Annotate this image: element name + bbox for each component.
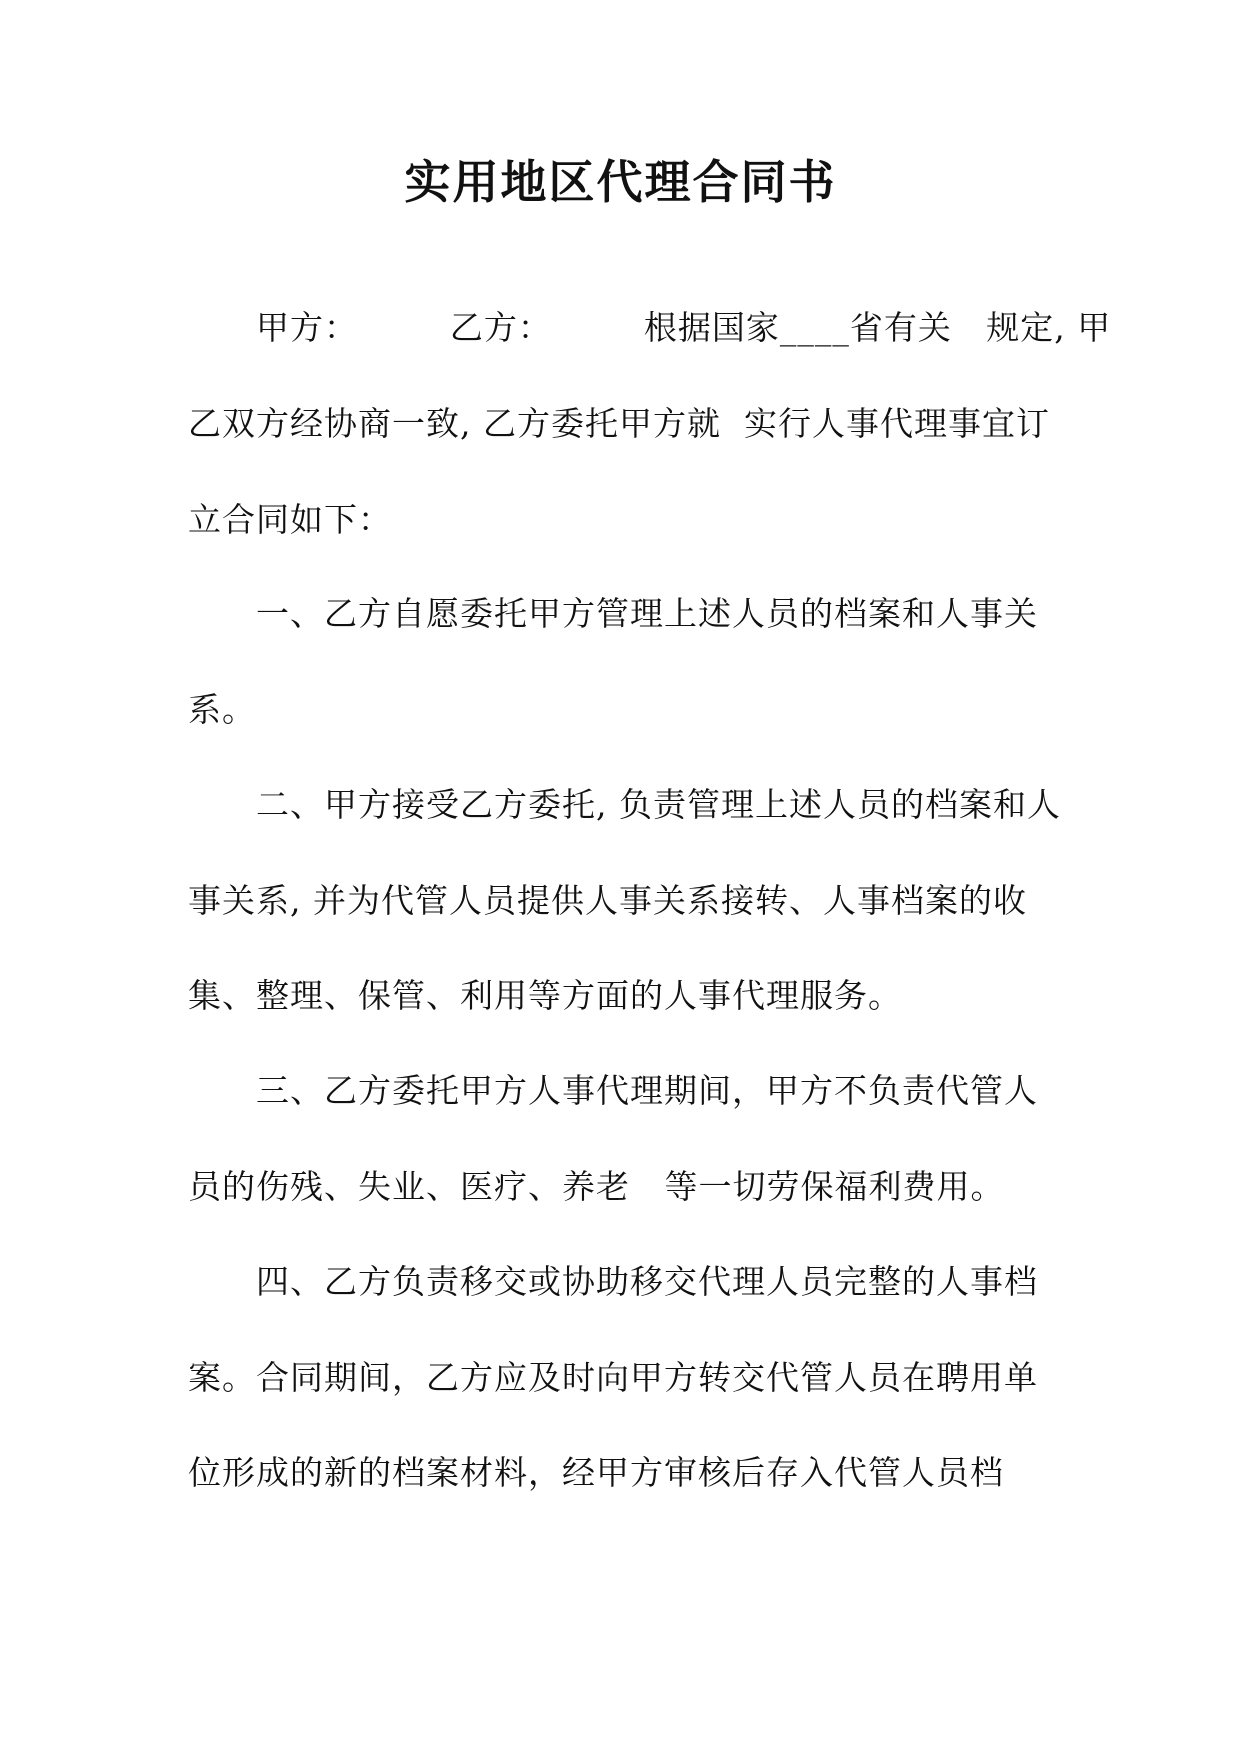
text-line-10: 员的伤残、失业、医疗、养老 等一切劳保福利费用。 xyxy=(188,1167,1005,1206)
text-line-1: 甲方： 乙方： 根据国家____省有关 规定, 甲 xyxy=(256,308,1112,347)
text-line-3: 立合同如下： xyxy=(188,500,392,539)
text-line-4: 一、乙方自愿委托甲方管理上述人员的档案和人事关 xyxy=(256,594,1038,633)
text-line-2: 乙双方经协商一致, 乙方委托甲方就 实行人事代理事宜订 xyxy=(188,404,1050,443)
text-line-9: 三、乙方委托甲方人事代理期间，甲方不负责代管人 xyxy=(256,1071,1038,1110)
text-line-11: 四、乙方负责移交或协助移交代理人员完整的人事档 xyxy=(256,1262,1038,1301)
text-line-6: 二、甲方接受乙方委托, 负责管理上述人员的档案和人 xyxy=(256,785,1061,824)
text-line-5: 系。 xyxy=(188,690,256,729)
text-line-12: 案。合同期间，乙方应及时向甲方转交代管人员在聘用单 xyxy=(188,1358,1038,1397)
text-line-7: 事关系, 并为代管人员提供人事关系接转、人事档案的收 xyxy=(188,881,1027,920)
document-title: 实用地区代理合同书 xyxy=(404,155,837,209)
text-line-8: 集、整理、保管、利用等方面的人事代理服务。 xyxy=(188,976,902,1015)
text-line-13: 位形成的新的档案材料，经甲方审核后存入代管人员档 xyxy=(188,1453,1004,1492)
